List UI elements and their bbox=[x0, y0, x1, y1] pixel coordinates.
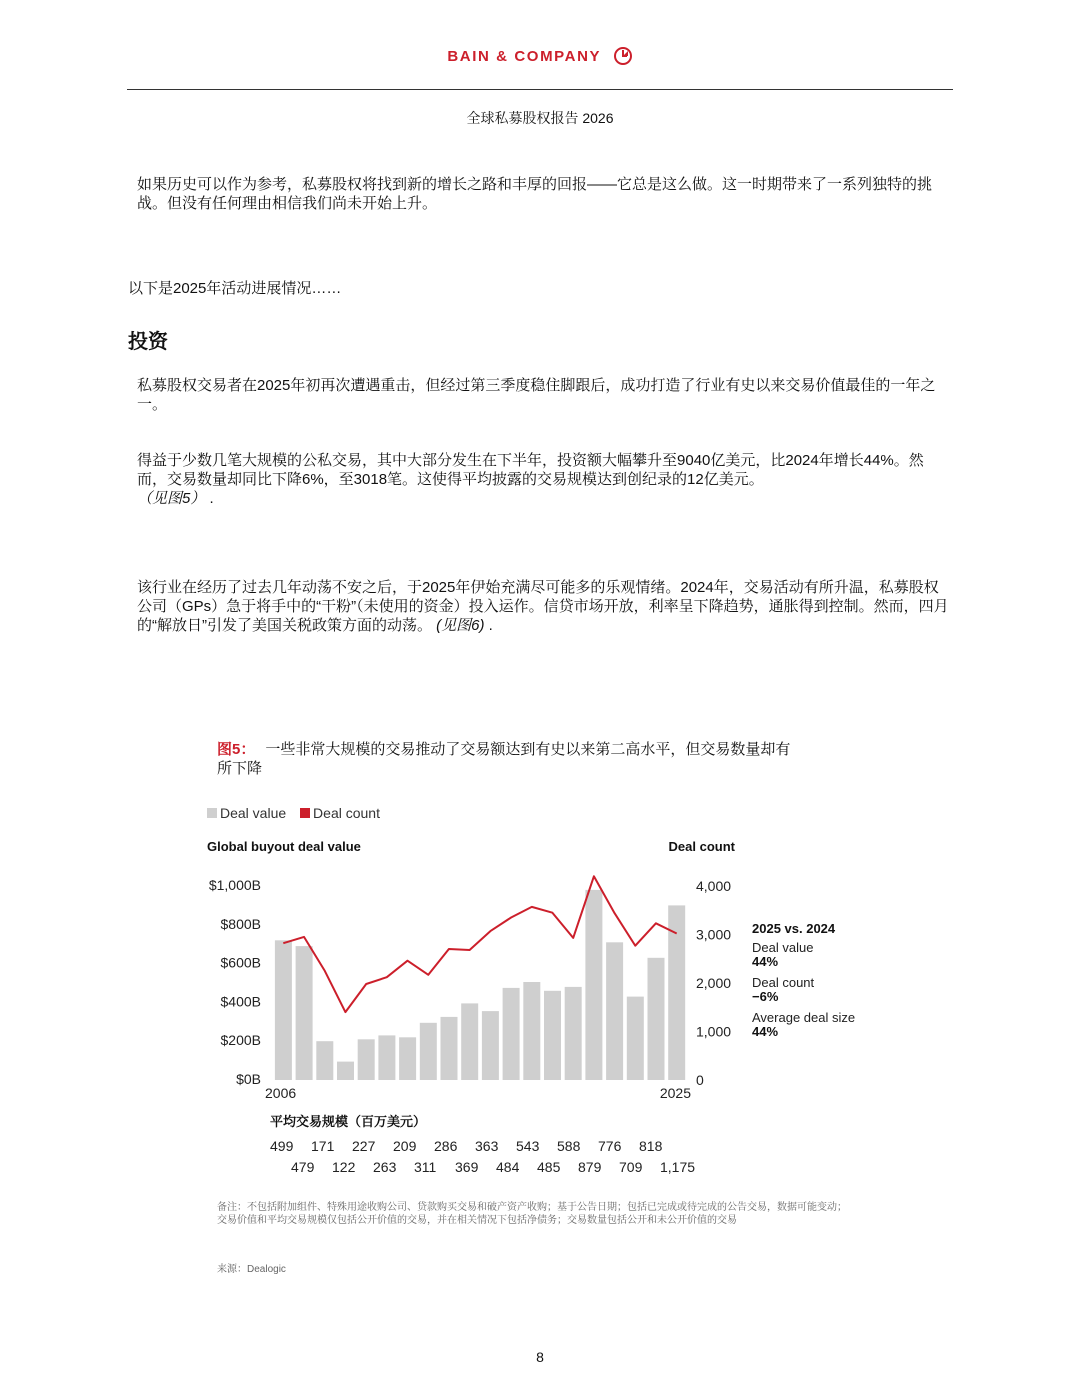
summary-value-average-deal-size: 44% bbox=[752, 1024, 779, 1039]
bar-deal-value-2020 bbox=[565, 987, 582, 1080]
summary-value-deal-value: 44% bbox=[752, 954, 779, 969]
left-tick-label: $600B bbox=[220, 954, 261, 971]
summary-title: 2025 vs. 2024 bbox=[752, 921, 836, 936]
left-tick-label: $200B bbox=[220, 1032, 261, 1049]
report-title: 全球私募股权报告 2026 bbox=[466, 110, 614, 126]
bar-deal-value-2016 bbox=[482, 1011, 499, 1080]
avg-top-value-8: 776 bbox=[598, 1138, 622, 1154]
bar-deal-value-2007 bbox=[296, 946, 313, 1080]
page-number: 8 bbox=[536, 1349, 544, 1365]
section-paragraph-3 bbox=[137, 578, 952, 635]
avg-top-value-0: 499 bbox=[270, 1138, 294, 1154]
x-tick-label-start: 2006 bbox=[265, 1085, 297, 1100]
left-tick-label: $800B bbox=[220, 915, 261, 932]
deal-value-bars bbox=[275, 890, 685, 1080]
avg-top-value-7: 588 bbox=[557, 1138, 581, 1154]
bar-deal-value-2006 bbox=[275, 940, 292, 1080]
left-tick-label: $0B bbox=[236, 1071, 261, 1087]
right-tick-label: 2,000 bbox=[696, 975, 732, 991]
right-tick-label: 0 bbox=[696, 1072, 704, 1088]
logo-text: BAIN & COMPANY bbox=[447, 48, 601, 65]
bar-deal-value-2010 bbox=[358, 1039, 375, 1080]
section-heading: 投资 bbox=[128, 331, 168, 353]
avg-top-value-6: 543 bbox=[516, 1138, 540, 1154]
bar-deal-value-2023 bbox=[627, 997, 644, 1080]
avg-bottom-value-4: 369 bbox=[455, 1159, 479, 1175]
summary-label-average-deal-size: Average deal size bbox=[752, 1010, 856, 1025]
bar-deal-value-2022 bbox=[606, 942, 623, 1080]
bar-deal-value-2014 bbox=[441, 1017, 458, 1080]
right-tick-label: 3,000 bbox=[696, 926, 732, 943]
legend-deal-value: Deal value bbox=[220, 805, 287, 821]
figure-notes: 备注：不包括附加组件、特殊用途收购公司、贷款购买交易和破产资产收购；基于公告日期；包括已完成或待完成的公告交易，数据可能变动；交易价值和平均交易规模仅包括公开价值的交易，并在相关情况下包括净债务；交易数量包括公开和未公开价值的交易 bbox=[217, 1202, 847, 1226]
bar-deal-value-2013 bbox=[420, 1023, 437, 1080]
legend-swatch-deal-value bbox=[207, 808, 217, 818]
avg-bottom-value-3: 311 bbox=[414, 1159, 437, 1175]
avg-bottom-value-2: 263 bbox=[373, 1159, 397, 1175]
paragraph-2-text: 得益于少数几笔大规模的公私交易，其中大部分发生在下半年，投资额大幅攀升至9040亿美元，比2024年增长44%。然而，交易数量却同比下降6%，至3018笔。这使得平均披露的交易规模达到创纪录的12亿美元。 bbox=[137, 452, 924, 488]
paragraph-3-tail: . bbox=[484, 617, 493, 634]
summary-value-deal-count: −6% bbox=[752, 989, 779, 1004]
paragraph-3-text: 该行业在经历了过去几年动荡不安之后，于2025年伊始充满尽可能多的乐观情绪。2024年，交易活动有所升温，私募股权公司（GPs）急于将手中的“干粉”（未使用的资金）投入运作。信贷市场开放，利率呈下降趋势，通胀得到控制。然而，四月的“解放日”引发了美国关税政策方面的动荡。 bbox=[137, 579, 949, 634]
bar-deal-value-2012 bbox=[399, 1037, 416, 1080]
section-paragraph-2 bbox=[137, 451, 952, 508]
left-tick-label: $400B bbox=[220, 993, 261, 1010]
right-axis-title: Deal count bbox=[668, 839, 735, 854]
summary-label-deal-value: Deal value bbox=[752, 940, 814, 955]
avg-bottom-value-0: 479 bbox=[291, 1159, 315, 1175]
paragraph-2-tail: . bbox=[205, 490, 214, 507]
figure-5-reference: （见图5） bbox=[137, 490, 206, 507]
avg-top-value-5: 363 bbox=[475, 1138, 499, 1154]
section-paragraph-1: 私募股权交易者在2025年初再次遭遇重击，但经过第三季度稳住脚跟后，成功打造了行业有史以来交易价值最佳的一年之一。 bbox=[137, 377, 936, 413]
avg-bottom-value-8: 709 bbox=[619, 1159, 643, 1175]
chart-legend bbox=[207, 805, 380, 821]
bar-deal-value-2008 bbox=[316, 1041, 333, 1080]
bar-deal-value-2019 bbox=[544, 991, 561, 1080]
figure-caption: 一些非常大规模的交易推动了交易额达到有史以来第二高水平，但交易数量却有所下降 bbox=[217, 741, 791, 777]
legend-deal-count: Deal count bbox=[313, 805, 380, 821]
avg-top-value-1: 171 bbox=[311, 1138, 335, 1154]
bar-deal-value-2021 bbox=[585, 890, 602, 1080]
avg-bottom-value-7: 879 bbox=[578, 1159, 602, 1175]
logo-clock-icon bbox=[613, 46, 633, 66]
avg-top-value-3: 209 bbox=[393, 1138, 417, 1154]
avg-bottom-value-9: 1,175 bbox=[660, 1159, 696, 1175]
avg-bottom-value-5: 484 bbox=[496, 1159, 520, 1175]
intro-lead: 以下是2025年活动进展情况…… bbox=[128, 280, 342, 297]
buyout-chart bbox=[195, 830, 895, 1100]
avg-bottom-value-6: 485 bbox=[537, 1159, 561, 1175]
left-axis-title: Global buyout deal value bbox=[207, 839, 361, 854]
figure-number: 图5： bbox=[217, 741, 256, 758]
left-tick-label: $1,000B bbox=[208, 877, 261, 893]
summary-label-deal-count: Deal count bbox=[752, 975, 815, 990]
bar-deal-value-2011 bbox=[378, 1035, 395, 1080]
right-tick-label: 1,000 bbox=[696, 1023, 732, 1040]
avg-top-value-9: 818 bbox=[639, 1138, 663, 1154]
header-rule bbox=[127, 89, 953, 90]
avg-top-value-2: 227 bbox=[352, 1138, 376, 1154]
bar-deal-value-2009 bbox=[337, 1062, 354, 1080]
bar-deal-value-2024 bbox=[648, 958, 665, 1080]
avg-bottom-value-1: 122 bbox=[332, 1159, 356, 1175]
figure-title bbox=[217, 740, 797, 778]
legend-swatch-deal-count bbox=[300, 808, 310, 818]
right-tick-label: 4,000 bbox=[696, 878, 732, 894]
bar-deal-value-2017 bbox=[503, 988, 520, 1080]
avg-top-value-4: 286 bbox=[434, 1138, 458, 1154]
intro-paragraph: 如果历史可以作为参考，私募股权将找到新的增长之路和丰厚的回报——它总是这么做。这一时期带来了一系列独特的挑战。但没有任何理由相信我们尚未开始上升。 bbox=[137, 176, 933, 212]
figure-source: 来源：Dealogic bbox=[217, 1264, 286, 1275]
x-tick-label-end: 2025 bbox=[659, 1085, 691, 1100]
bar-deal-value-2018 bbox=[523, 982, 540, 1080]
bain-logo bbox=[0, 48, 1080, 66]
average-deal-size-title: 平均交易规模（百万美元） bbox=[270, 1114, 427, 1129]
bar-deal-value-2015 bbox=[461, 1003, 478, 1080]
figure-6-reference: (见图6) bbox=[436, 617, 485, 634]
